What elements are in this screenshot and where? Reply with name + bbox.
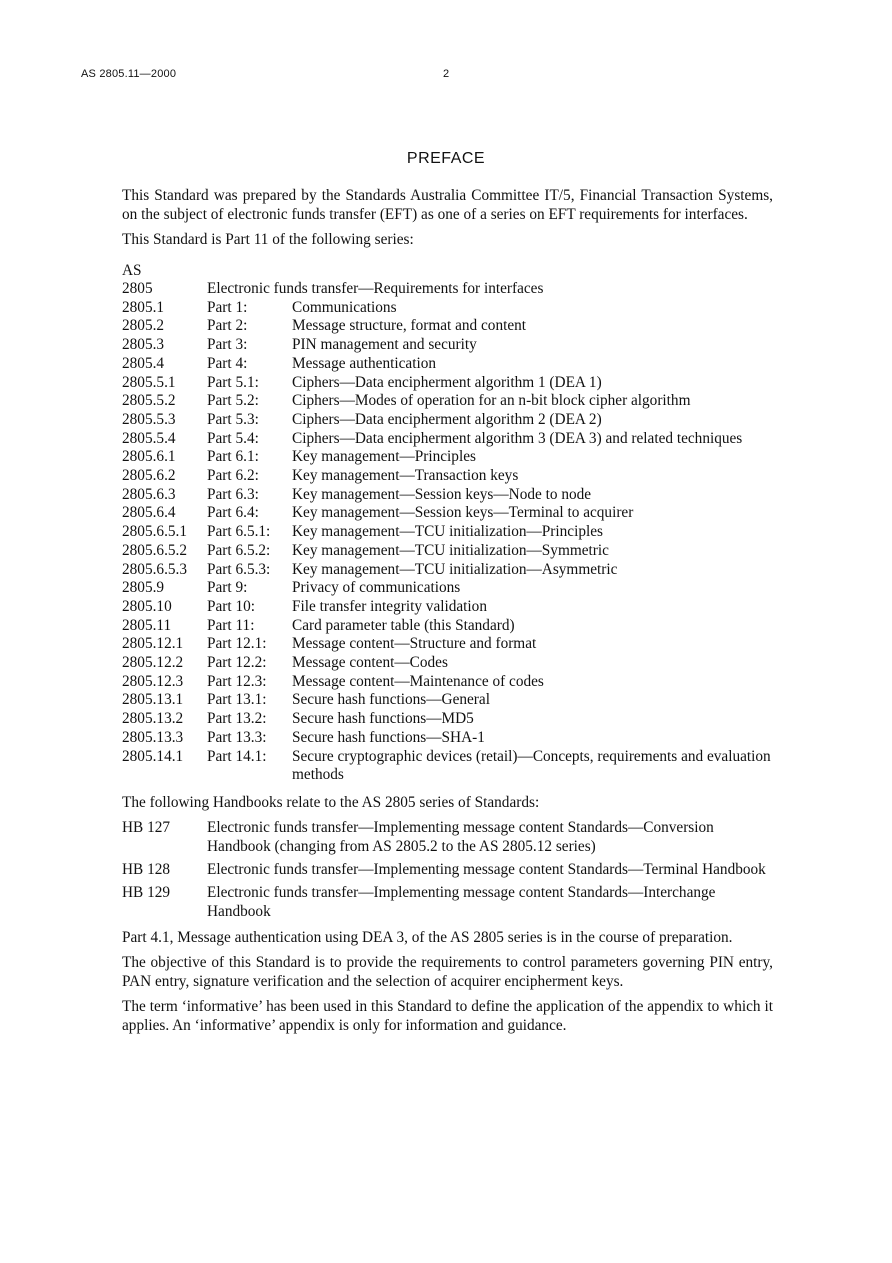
series-code: 2805.13.2 <box>122 710 184 728</box>
handbook-code: HB 129 <box>122 883 171 901</box>
series-part: Part 4: <box>207 354 248 372</box>
series-title: Message content—Structure and format <box>292 635 537 653</box>
series-code: 2805.3 <box>122 336 165 354</box>
series-code: 2805.13.3 <box>122 728 184 746</box>
series-part: Part 9: <box>207 579 248 597</box>
series-part: Part 14.1: <box>207 747 267 765</box>
series-code: 2805.12.1 <box>122 635 184 653</box>
series-title: Message authentication <box>292 354 436 372</box>
series-part: Part 13.1: <box>207 691 267 709</box>
handbook-code: HB 128 <box>122 860 171 878</box>
series-title: Ciphers—Data encipherment algorithm 3 (DEA 3) and related techniques <box>292 429 743 447</box>
series-title: Message content—Maintenance of codes <box>292 672 544 690</box>
series-code: 2805 <box>122 280 153 297</box>
series-code: 2805.11 <box>122 616 172 634</box>
series-part: Part 11: <box>207 616 255 634</box>
series-row <box>122 635 773 654</box>
series-title: File transfer integrity validation <box>292 597 487 615</box>
series-part: Part 12.2: <box>207 654 267 672</box>
series-title: Secure hash functions—General <box>292 691 490 709</box>
series-part: Part 12.3: <box>207 672 267 690</box>
handbook-row <box>122 883 773 925</box>
series-code: 2805.5.2 <box>122 392 176 410</box>
series-part: Part 5.4: <box>207 429 259 447</box>
series-code: 2805.6.5.1 <box>122 523 188 541</box>
series-row <box>122 392 773 411</box>
series-code: 2805.2 <box>122 317 165 335</box>
series-row <box>122 654 773 673</box>
series-row <box>122 317 773 336</box>
closing-paragraph-2: The objective of this Standard is to provide the requirements to control parameters governing PIN entry, PAN entry, signature verification and the selection of acquirer encipherment keys. <box>122 953 773 990</box>
closing-paragraph-3: The term ‘informative’ has been used in this Standard to define the application of the appendix to which it applies. An ‘informative’ appendix is only for information and guidance. <box>122 997 773 1034</box>
series-code: 2805.5.1 <box>122 373 176 391</box>
series-row <box>122 448 773 467</box>
series-part: Part 6.2: <box>207 467 259 485</box>
series-row <box>122 673 773 692</box>
series-title: Secure hash functions—SHA-1 <box>292 728 485 746</box>
series-part: Part 2: <box>207 317 248 335</box>
series-title: Message structure, format and content <box>292 317 527 335</box>
series-code: 2805.4 <box>122 354 165 372</box>
series-row <box>122 430 773 449</box>
series-code: 2805.1 <box>122 298 165 316</box>
series-code: 2805.9 <box>122 579 165 597</box>
document-body <box>122 186 773 1041</box>
series-part: Part 6.5.3: <box>207 560 271 578</box>
series-code: 2805.6.3 <box>122 485 176 503</box>
series-code: 2805.6.4 <box>122 504 176 522</box>
series-title: Card parameter table (this Standard) <box>292 616 515 634</box>
series-part: Part 6.5.2: <box>207 541 271 559</box>
series-code: 2805.13.1 <box>122 691 184 709</box>
handbook-title: Electronic funds transfer—Implementing message content Standards—Interchange Handbook <box>207 883 716 920</box>
intro-paragraph: This Standard was prepared by the Standards Australia Committee IT/5, Financial Transaction Systems, on the subject of electronic funds transfer (EFT) as one of a series on EFT requirements for interfaces. <box>122 187 773 223</box>
series-title: Key management—Principles <box>292 448 476 466</box>
series-title: Ciphers—Data encipherment algorithm 2 (DEA 2) <box>292 410 602 428</box>
series-part: Part 13.3: <box>207 728 267 746</box>
series-part: Part 5.1: <box>207 373 259 391</box>
series-row <box>122 748 773 785</box>
page-title <box>0 150 892 168</box>
series-code: 2805.6.2 <box>122 467 176 485</box>
handbooks-intro: The following Handbooks relate to the AS 2805 series of Standards: <box>122 793 540 811</box>
series-row <box>122 617 773 636</box>
series-code: 2805.5.3 <box>122 410 176 428</box>
series-row <box>122 729 773 748</box>
series-row <box>122 467 773 486</box>
series-part: Part 3: <box>207 336 248 354</box>
series-part: Part 1: <box>207 298 248 316</box>
series-row <box>122 710 773 729</box>
series-title: Ciphers—Data encipherment algorithm 1 (DEA 1) <box>292 373 602 391</box>
series-title: Key management—TCU initialization—Asymmetric <box>292 560 618 578</box>
series-code: 2805.12.2 <box>122 654 184 672</box>
running-header-doc-id: AS 2805.11—2000 <box>81 68 177 80</box>
series-row <box>122 336 773 355</box>
series-row <box>122 504 773 523</box>
series-code: 2805.6.5.2 <box>122 541 188 559</box>
series-part: Part 13.2: <box>207 710 267 728</box>
handbook-title: Electronic funds transfer—Implementing message content Standards—Conversion Handbook (changing from AS 2805.2 to the AS 2805.12 series) <box>207 818 714 855</box>
handbook-title: Electronic funds transfer—Implementing message content Standards—Terminal Handbook <box>207 860 766 878</box>
series-part: Part 6.3: <box>207 485 259 503</box>
series-code: 2805.14.1 <box>122 747 184 765</box>
series-code: 2805.10 <box>122 597 172 615</box>
series-title: Key management—Session keys—Terminal to acquirer <box>292 504 634 522</box>
series-row <box>122 374 773 393</box>
series-title: PIN management and security <box>292 336 477 354</box>
series-row <box>122 561 773 580</box>
series-label: AS <box>122 262 142 279</box>
series-title: Secure cryptographic devices (retail)—Concepts, requirements and evaluation methods <box>292 747 771 784</box>
series-part: Part 5.3: <box>207 410 259 428</box>
handbooks-table <box>122 818 773 925</box>
series-code: 2805.6.5.3 <box>122 560 188 578</box>
series-title: Key management—TCU initialization—Symmetric <box>292 541 609 559</box>
page-title-text: PREFACE <box>406 150 486 167</box>
series-part: Part 6.4: <box>207 504 259 522</box>
series-row <box>122 523 773 542</box>
series-row <box>122 598 773 617</box>
series-code: 2805.5.4 <box>122 429 176 447</box>
series-title: Key management—Transaction keys <box>292 467 519 485</box>
series-code: 2805.6.1 <box>122 448 176 466</box>
series-main-title: Electronic funds transfer—Requirements for interfaces <box>207 280 544 297</box>
series-title: Privacy of communications <box>292 579 461 597</box>
series-part: Part 12.1: <box>207 635 267 653</box>
series-part: Part 5.2: <box>207 392 259 410</box>
handbook-row <box>122 818 773 860</box>
series-row <box>122 579 773 598</box>
handbook-row <box>122 860 773 883</box>
series-row <box>122 355 773 374</box>
series-row <box>122 542 773 561</box>
series-title: Key management—TCU initialization—Principles <box>292 523 603 541</box>
series-row <box>122 280 773 299</box>
series-row <box>122 486 773 505</box>
series-part: Part 6.1: <box>207 448 259 466</box>
page-number: 2 <box>443 68 450 80</box>
series-row <box>122 411 773 430</box>
series-title: Ciphers—Modes of operation for an n-bit block cipher algorithm <box>292 392 691 410</box>
series-part: Part 6.5.1: <box>207 523 271 541</box>
series-title: Message content—Codes <box>292 654 448 672</box>
series-row <box>122 299 773 318</box>
series-title: Communications <box>292 298 397 316</box>
series-title: Secure hash functions—MD5 <box>292 710 474 728</box>
closing-paragraph-1: Part 4.1, Message authentication using DEA 3, of the AS 2805 series is in the course of preparation. <box>122 928 733 946</box>
handbook-code: HB 127 <box>122 818 171 836</box>
series-code: 2805.12.3 <box>122 672 184 690</box>
series-row <box>122 691 773 710</box>
series-part: Part 10: <box>207 597 256 615</box>
series-title: Key management—Session keys—Node to node <box>292 485 592 503</box>
intro-series-sentence: This Standard is Part 11 of the following series: <box>122 231 414 248</box>
series-table <box>122 280 773 785</box>
